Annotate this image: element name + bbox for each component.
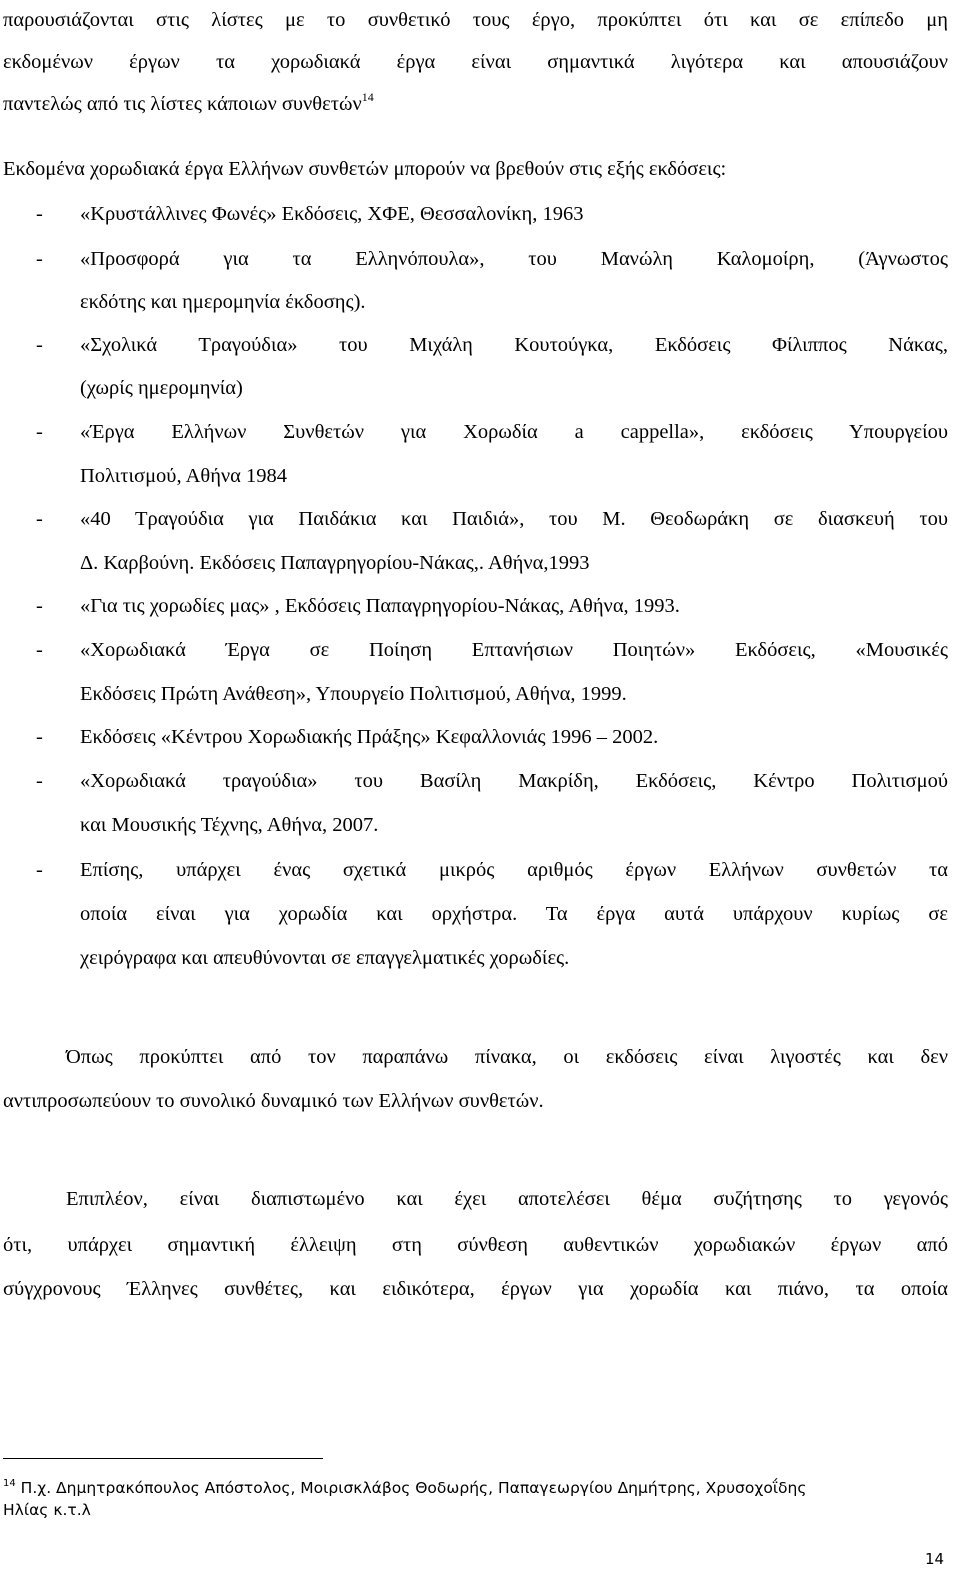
footnote-separator	[3, 1458, 323, 1459]
list-item-6: «Για τις χορωδίες μας» , Εκδόσεις Παπαγρηγορίου-Νάκας, Αθήνα, 1993.	[80, 595, 680, 617]
list-item-9-line-1: «Χορωδιακά τραγούδια» του Βασίλη Μακρίδη, Εκδόσεις, Κέντρο Πολιτισμού	[80, 770, 948, 792]
intro-line-4: Εκδομένα χορωδιακά έργα Ελλήνων συνθετών μπορούν να βρεθούν στις εξής εκδόσεις:	[3, 158, 727, 180]
list-item-5-line-1: «40 Τραγούδια για Παιδάκια και Παιδιά», του Μ. Θεοδωράκη σε διασκευή του	[80, 508, 948, 530]
list-bullet: -	[36, 770, 43, 792]
list-item-1: «Κρυστάλλινες Φωνές» Εκδόσεις, ΧΦΕ, Θεσσαλονίκη, 1963	[80, 203, 584, 225]
list-bullet: -	[36, 859, 43, 881]
list-item-4-line-1: «Έργα Ελλήνων Συνθετών για Χορωδία a cappella», εκδόσεις Υπουργείου	[80, 421, 948, 443]
intro-line-1: παρουσιάζονται στις λίστες με το συνθετικό τους έργο, προκύπτει ότι και σε επίπεδο μη	[3, 9, 948, 31]
paragraph-3-line-2: ότι, υπάρχει σημαντική έλλειψη στη σύνθεση αυθεντικών χορωδιακών έργων από	[3, 1234, 948, 1256]
footnote-line-2: Ηλίας κ.τ.λ	[3, 1501, 91, 1519]
list-item-2-line-1: «Προσφορά για τα Ελληνόπουλα», του Μανώλη Καλομοίρη, (Άγνωστος	[80, 248, 948, 270]
list-item-10-line-2: οποία είναι για χορωδία και ορχήστρα. Τα έργα αυτά υπάρχουν κυρίως σε	[80, 903, 948, 925]
intro-line-3	[3, 92, 948, 116]
list-bullet: -	[36, 248, 43, 270]
list-bullet: -	[36, 203, 43, 225]
paragraph-3-line-1: Επιπλέον, είναι διαπιστωμένο και έχει αποτελέσει θέμα συζήτησης το γεγονός	[66, 1188, 948, 1210]
page-number: 14	[925, 1550, 945, 1568]
list-item-10-line-1: Επίσης, υπάρχει ένας σχετικά μικρός αριθμός έργων Ελλήνων συνθετών τα	[80, 859, 948, 881]
list-bullet: -	[36, 639, 43, 661]
footnote-text-1: Π.χ. Δημητρακόπουλος Απόστολος, Μοιρισκλάβος Θοδωρής, Παπαγεωργίου Δημήτρης, Χρυσοχοΐδης	[15, 1479, 807, 1497]
list-item-3-line-1: «Σχολικά Τραγούδια» του Μιχάλη Κουτούγκα, Εκδόσεις Φίλιππος Νάκας,	[80, 334, 948, 356]
footnote-line-1	[3, 1478, 948, 1498]
list-item-7-line-1: «Χορωδιακά Έργα σε Ποίηση Επτανήσιων Ποιητών» Εκδόσεις, «Μουσικές	[80, 639, 948, 661]
paragraph-2-line-2: αντιπροσωπεύουν το συνολικό δυναμικό των Ελλήνων συνθετών.	[3, 1090, 544, 1112]
list-item-7-line-2: Εκδόσεις Πρώτη Ανάθεση», Υπουργείο Πολιτισμού, Αθήνα, 1999.	[80, 683, 627, 705]
list-bullet: -	[36, 508, 43, 530]
paragraph-2-line-1: Όπως προκύπτει από τον παραπάνω πίνακα, οι εκδόσεις είναι λιγοστές και δεν	[66, 1046, 948, 1068]
list-item-10-line-3: χειρόγραφα και απευθύνονται σε επαγγελματικές χορωδίες.	[80, 947, 570, 969]
list-item-9-line-2: και Μουσικής Τέχνης, Αθήνα, 2007.	[80, 814, 379, 836]
list-bullet: -	[36, 726, 43, 748]
list-bullet: -	[36, 421, 43, 443]
list-item-2-line-2: εκδότης και ημερομηνία έκδοσης).	[80, 291, 366, 313]
list-item-5-line-2: Δ. Καρβούνη. Εκδόσεις Παπαγρηγορίου-Νάκας,. Αθήνα,1993	[80, 552, 590, 574]
list-item-8: Εκδόσεις «Κέντρου Χορωδιακής Πράξης» Κεφαλλονιάς 1996 – 2002.	[80, 726, 659, 748]
intro-line-3-text: παντελώς από τις λίστες κάποιων συνθετών	[3, 93, 362, 115]
list-item-4-line-2: Πολιτισμού, Αθήνα 1984	[80, 465, 288, 487]
list-item-3-line-2: (χωρίς ημερομηνία)	[80, 377, 243, 399]
list-bullet: -	[36, 595, 43, 617]
footnote-reference[interactable]: 14	[361, 90, 374, 104]
paragraph-3-line-3: σύγχρονους Έλληνες συνθέτες, και ειδικότερα, έργων για χορωδία και πιάνο, τα οποία	[3, 1278, 948, 1300]
list-bullet: -	[36, 334, 43, 356]
intro-line-2: εκδομένων έργων τα χορωδιακά έργα είναι σημαντικά λιγότερα και απουσιάζουν	[3, 51, 948, 73]
footnote-number: 14	[3, 1478, 16, 1489]
